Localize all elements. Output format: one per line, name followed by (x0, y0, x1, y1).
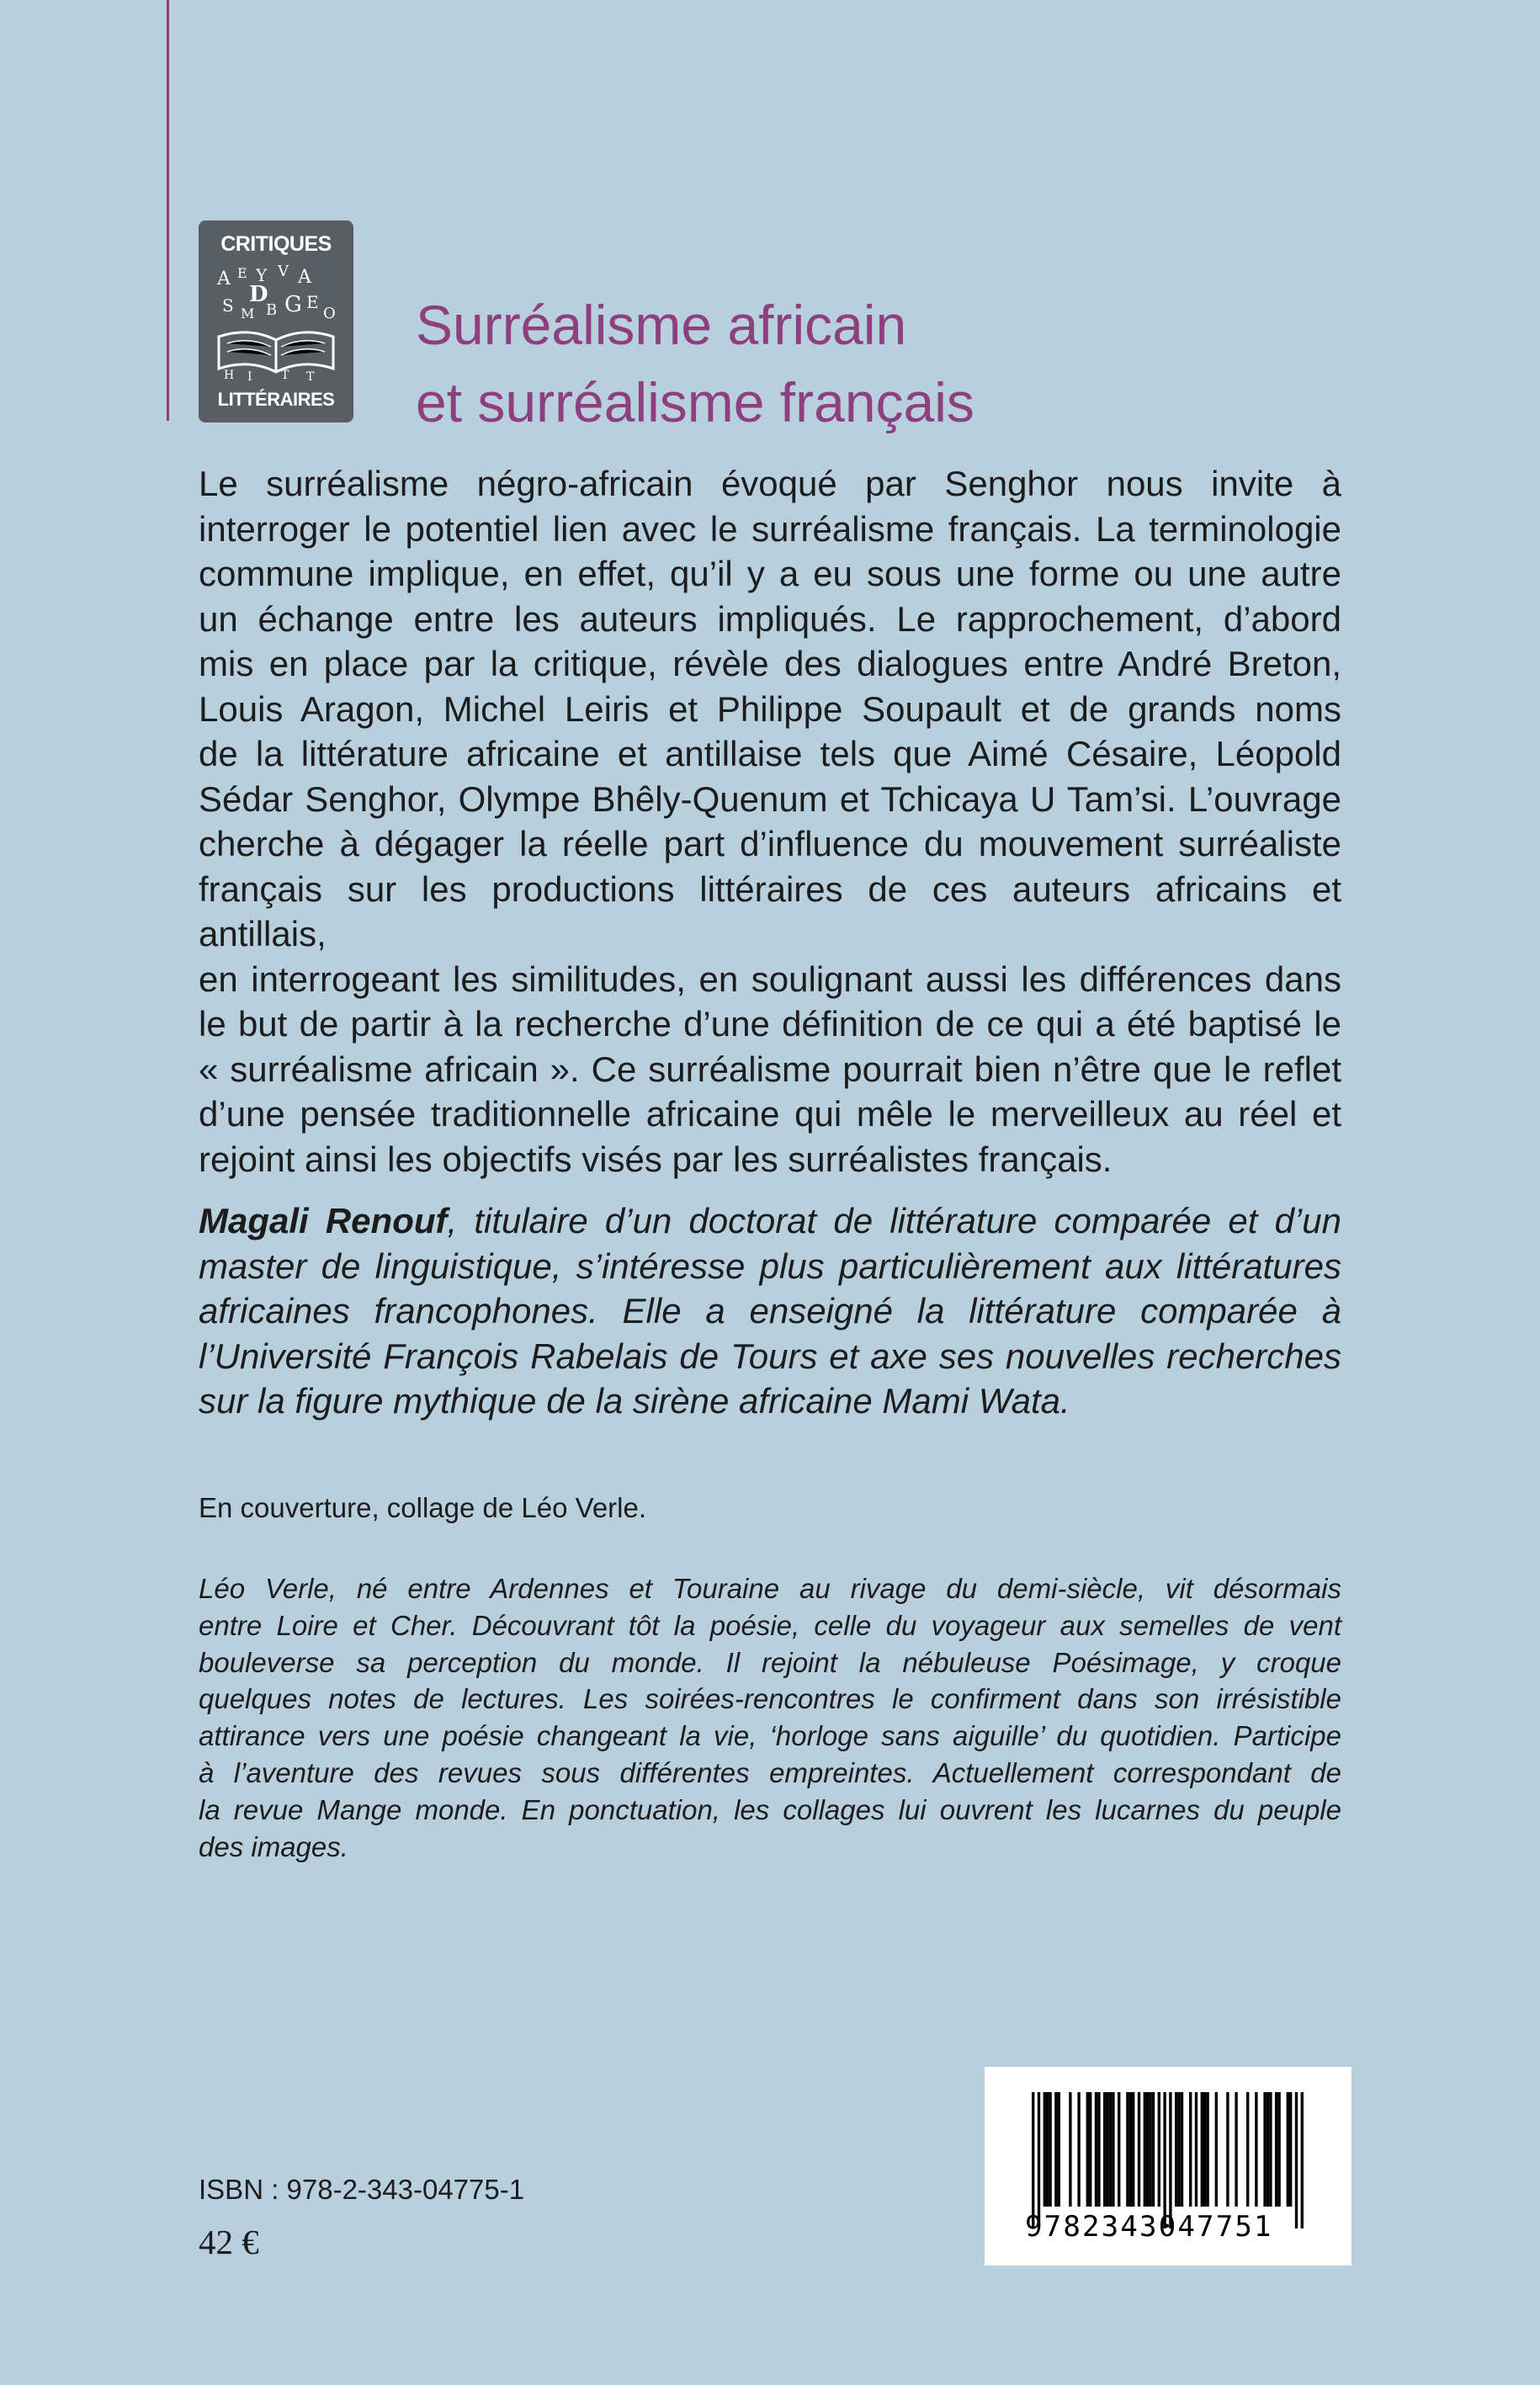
barcode-bar (1132, 2092, 1134, 2207)
barcode-bar (1152, 2092, 1155, 2207)
summary-line: un échange entre les auteurs impliqués. Le rapprochement, d’abord (199, 598, 1341, 639)
svg-text:O: O (323, 305, 336, 322)
barcode-bar (1103, 2092, 1106, 2207)
artist-line: bouleverse sa perception du monde. Il rejoint la nébuleuse Poésimage, y croque (199, 1646, 1341, 1678)
barcode-bar (1201, 2092, 1203, 2207)
artist-line: Léo Verle, né entre Ardennes et Touraine au rivage du demi-siècle, vit désormais (199, 1573, 1341, 1604)
svg-text:E: E (237, 265, 247, 281)
barcode-bar (1097, 2092, 1100, 2207)
summary-line: Louis Aragon, Michel Leiris et Philippe Soupault et de grands noms (199, 688, 1341, 729)
barcode-bar (1226, 2092, 1229, 2207)
series-logo-bottom-text: LITTÉRAIRES (217, 389, 335, 410)
summary-line: commune implique, en effet, qu’il y a eu sous une forme ou une autre (199, 554, 1341, 593)
barcode-bar (1235, 2092, 1237, 2207)
svg-text:G: G (284, 292, 302, 317)
bio-line: africaines francophones. Elle a enseigné la littérature comparée à (199, 1291, 1341, 1331)
summary-line: rejoint ainsi les objectifs visés par les surréalistes français. (199, 1139, 1113, 1179)
barcode-bar (1189, 2092, 1192, 2207)
price-text: 42 € (199, 2223, 259, 2261)
barcode-bar (1089, 2092, 1091, 2207)
barcode-bar (1146, 2092, 1149, 2207)
book-title-line-2: et surréalisme français (416, 371, 974, 433)
barcode-bar (1203, 2092, 1206, 2207)
summary-line: Sédar Senghor, Olympe Bhêly-Quenum et Tchicaya U Tam’si. L’ouvrage (199, 778, 1341, 819)
summary-line: le but de partir à la recherche d’une définition de ce qui a été baptisé le (199, 1004, 1341, 1044)
barcode-bar (1181, 2092, 1183, 2207)
book-title (416, 286, 974, 441)
barcode-bar (1054, 2092, 1057, 2207)
barcode-bar (1255, 2092, 1257, 2207)
barcode-bar (1049, 2092, 1051, 2207)
barcode-bar (1267, 2092, 1269, 2207)
artist-line: entre Loire et Cher. Découvrant tôt la poésie, celle du voyageur aux semelles de vent (199, 1609, 1341, 1641)
bio-line: l’Université François Rabelais de Tours et axe ses nouvelles recherches (199, 1336, 1341, 1376)
artist-line: quelques notes de lectures. Les soirées-rencontres le confirment dans son irrésistible (199, 1683, 1341, 1715)
barcode-bar (1129, 2092, 1132, 2207)
bio-line: master de linguistique, s’intéresse plus particulièrement aux littératures (199, 1246, 1341, 1286)
isbn-text: ISBN : 978-2-343-04775-1 (199, 2174, 525, 2205)
svg-text:M: M (241, 305, 255, 321)
barcode-bar (1038, 2092, 1040, 2228)
series-logo-top-text: CRITIQUES (220, 232, 332, 256)
svg-text:T: T (281, 369, 289, 382)
svg-text:E: E (306, 292, 319, 312)
summary-line: français sur les productions littéraires de ces auteurs africains et antillais, (199, 868, 1341, 953)
book-title-line-1: Surréalisme africain (416, 294, 907, 356)
summary-line: de la littérature africaine et antillaise tels que Aimé Césaire, Léopold (199, 734, 1341, 773)
barcode-bar (1275, 2092, 1277, 2207)
barcode-bar (1263, 2092, 1266, 2207)
bio-line-1-rest: , titulaire d’un doctorat de littérature comparée et d’un (447, 1201, 1341, 1240)
barcode-bar (1032, 2092, 1034, 2228)
summary-line: cherche à dégager la réelle part d’influence du mouvement surréaliste (199, 824, 1341, 863)
svg-text:B: B (266, 301, 278, 319)
svg-text:T: T (306, 370, 315, 384)
barcode-bar (1301, 2092, 1304, 2228)
barcode-bar (1109, 2092, 1112, 2207)
artist-line: la revue Mange monde. En ponctuation, les collages lui ouvrent les lucarnes du peuple (199, 1793, 1341, 1825)
barcode-bar (1077, 2092, 1080, 2207)
barcode-bar (1163, 2092, 1166, 2228)
artist-line: attirance vers une poésie changeant la vie, ‘horloge sans aiguille’ du quotidien. Participe (199, 1720, 1341, 1752)
barcode-bar (1118, 2092, 1120, 2207)
barcode-digits: 9782343047751 (1025, 2210, 1273, 2244)
cover-credit: En couverture, collage de Léo Verle. (199, 1492, 647, 1523)
barcode-bar (1126, 2092, 1128, 2207)
svg-text:A: A (217, 268, 231, 289)
summary-line: mis en place par la critique, révèle des dialogues entre André Breton, (199, 644, 1341, 683)
barcode-bar (1215, 2092, 1218, 2207)
bio-line: sur la figure mythique de la sirène africaine Mami Wata. (199, 1381, 1070, 1421)
barcode-bar (1086, 2092, 1089, 2207)
svg-text:I: I (247, 370, 252, 384)
artist-line: des images. (199, 1830, 348, 1862)
barcode-bar (1149, 2092, 1151, 2207)
summary-line: « surréalisme africain ». Ce surréalisme pourrait bien n’être que le reflet (199, 1049, 1341, 1089)
barcode-bar (1058, 2092, 1060, 2207)
barcode-bar (1289, 2092, 1292, 2207)
svg-text:H: H (224, 369, 235, 382)
barcode-bar (1043, 2092, 1046, 2207)
barcode-bar (1269, 2092, 1272, 2207)
svg-text:D: D (249, 282, 268, 307)
author-bio (199, 1198, 1341, 1424)
barcode-bar (1206, 2092, 1208, 2207)
barcode-bar (1158, 2092, 1160, 2207)
svg-text:Y: Y (256, 265, 268, 285)
book-summary (199, 461, 1341, 1182)
barcode-bar (1195, 2092, 1197, 2207)
barcode-bar (1175, 2092, 1177, 2207)
barcode-bar (1295, 2092, 1298, 2228)
summary-line: d’une pensée traditionnelle africaine qui mêle le merveilleux au réel et (199, 1094, 1341, 1134)
barcode-bar (1287, 2092, 1289, 2207)
summary-line: Le surréalisme négro-africain évoqué par Senghor nous invite à (199, 464, 1341, 503)
artist-bio (199, 1570, 1341, 1865)
open-book-letters-icon (207, 259, 345, 385)
barcode-bar (1277, 2092, 1280, 2207)
barcode-bar (1246, 2092, 1249, 2207)
barcode (985, 2067, 1351, 2265)
author-name: Magali Renouf (199, 1201, 448, 1240)
svg-text:A: A (298, 267, 311, 288)
barcode-bar (1169, 2092, 1171, 2228)
svg-text:V: V (278, 263, 289, 280)
barcode-bar (1144, 2092, 1146, 2207)
series-logo (199, 220, 353, 422)
barcode-bar (1112, 2092, 1114, 2207)
barcode-bar (1138, 2092, 1140, 2207)
barcode-bar (1095, 2092, 1097, 2207)
barcode-bar (1046, 2092, 1049, 2207)
barcode-bar (1177, 2092, 1180, 2207)
artist-line: à l’aventure des revues sous différentes empreintes. Actuellement correspondant de (199, 1756, 1341, 1788)
summary-line: en interrogeant les similitudes, en soulignant aussi les différences dans (199, 959, 1341, 999)
barcode-bar (1106, 2092, 1108, 2207)
summary-line: interroger le potentiel lien avec le surréalisme français. La terminologie (199, 508, 1341, 549)
barcode-bar (1069, 2092, 1071, 2207)
bio-line (199, 1198, 1341, 1244)
svg-text:S: S (222, 295, 234, 316)
accent-vertical-line (167, 0, 169, 421)
